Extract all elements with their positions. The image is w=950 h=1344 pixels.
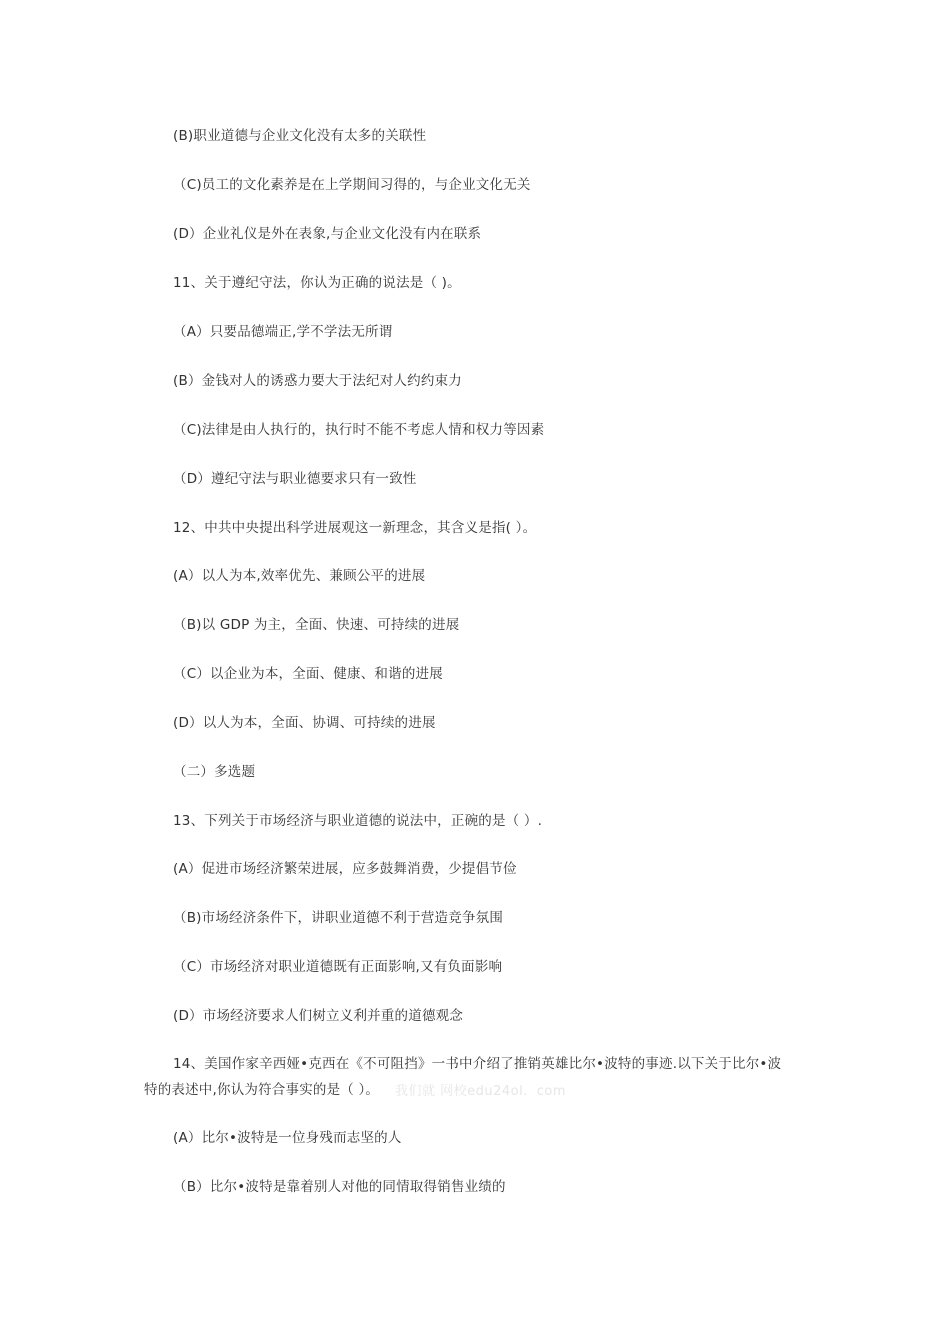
option-12c: （C）以企业为本，全面、健康、和谐的进展 <box>173 666 443 682</box>
option-12a: (A）以人为本,效率优先、兼顾公平的进展 <box>173 568 426 584</box>
question-14-line-2: 特的表述中,你认为符合事实的是（ ）。 <box>144 1082 380 1098</box>
section-heading-multiple-choice: （二）多选题 <box>173 764 256 780</box>
option-14b: （B）比尔•波特是靠着别人对他的同情取得销售业绩的 <box>173 1179 506 1195</box>
option-11b: (B）金钱对人的诱惑力要大于法纪对人约约束力 <box>173 373 462 389</box>
option-14a: (A）比尔•波特是一位身残而志坚的人 <box>173 1130 402 1146</box>
option-11d: （D）遵纪守法与职业德要求只有一致性 <box>173 471 417 487</box>
option-13c: （C）市场经济对职业道德既有正面影响,又有负面影响 <box>173 959 503 975</box>
question-12: 12、中共中央提出科学进展观这一新理念，其含义是指( ）。 <box>173 520 537 536</box>
option-10d: (D）企业礼仪是外在表象,与企业文化没有内在联系 <box>173 226 482 242</box>
option-13d: (D）市场经济要求人们树立义利并重的道德观念 <box>173 1008 464 1024</box>
option-11a: （A）只要品德端正,学不学法无所谓 <box>173 324 393 340</box>
option-11c: （C)法律是由人执行的，执行时不能不考虑人情和权力等因素 <box>173 422 545 438</box>
option-13b: （B)市场经济条件下，讲职业道德不利于营造竞争氛围 <box>173 910 504 926</box>
option-13a: (A）促进市场经济繁荣进展，应多鼓舞消费，少提倡节俭 <box>173 861 517 877</box>
option-12d: (D）以人为本，全面、协调、可持续的进展 <box>173 715 436 731</box>
option-12b: （B)以 GDP 为主，全面、快速、可持续的进展 <box>173 617 460 633</box>
question-11: 11、关于遵纪守法，你认为正确的说法是（ )。 <box>173 275 461 291</box>
option-10b: (B)职业道德与企业文化没有太多的关联性 <box>173 128 427 144</box>
watermark: 我们就 网校edu24ol．com <box>395 1084 566 1099</box>
question-13: 13、下列关于市场经济与职业道德的说法中，正碗的是（ ）. <box>173 813 543 829</box>
question-14-line-1: 14、美国作家辛西娅•克西在《不可阻挡》一书中介绍了推销英雄比尔•波特的事迹.以下关于比尔•波 <box>173 1056 782 1072</box>
option-10c: （C)员工的文化素养是在上学期间习得的，与企业文化无关 <box>173 177 531 193</box>
